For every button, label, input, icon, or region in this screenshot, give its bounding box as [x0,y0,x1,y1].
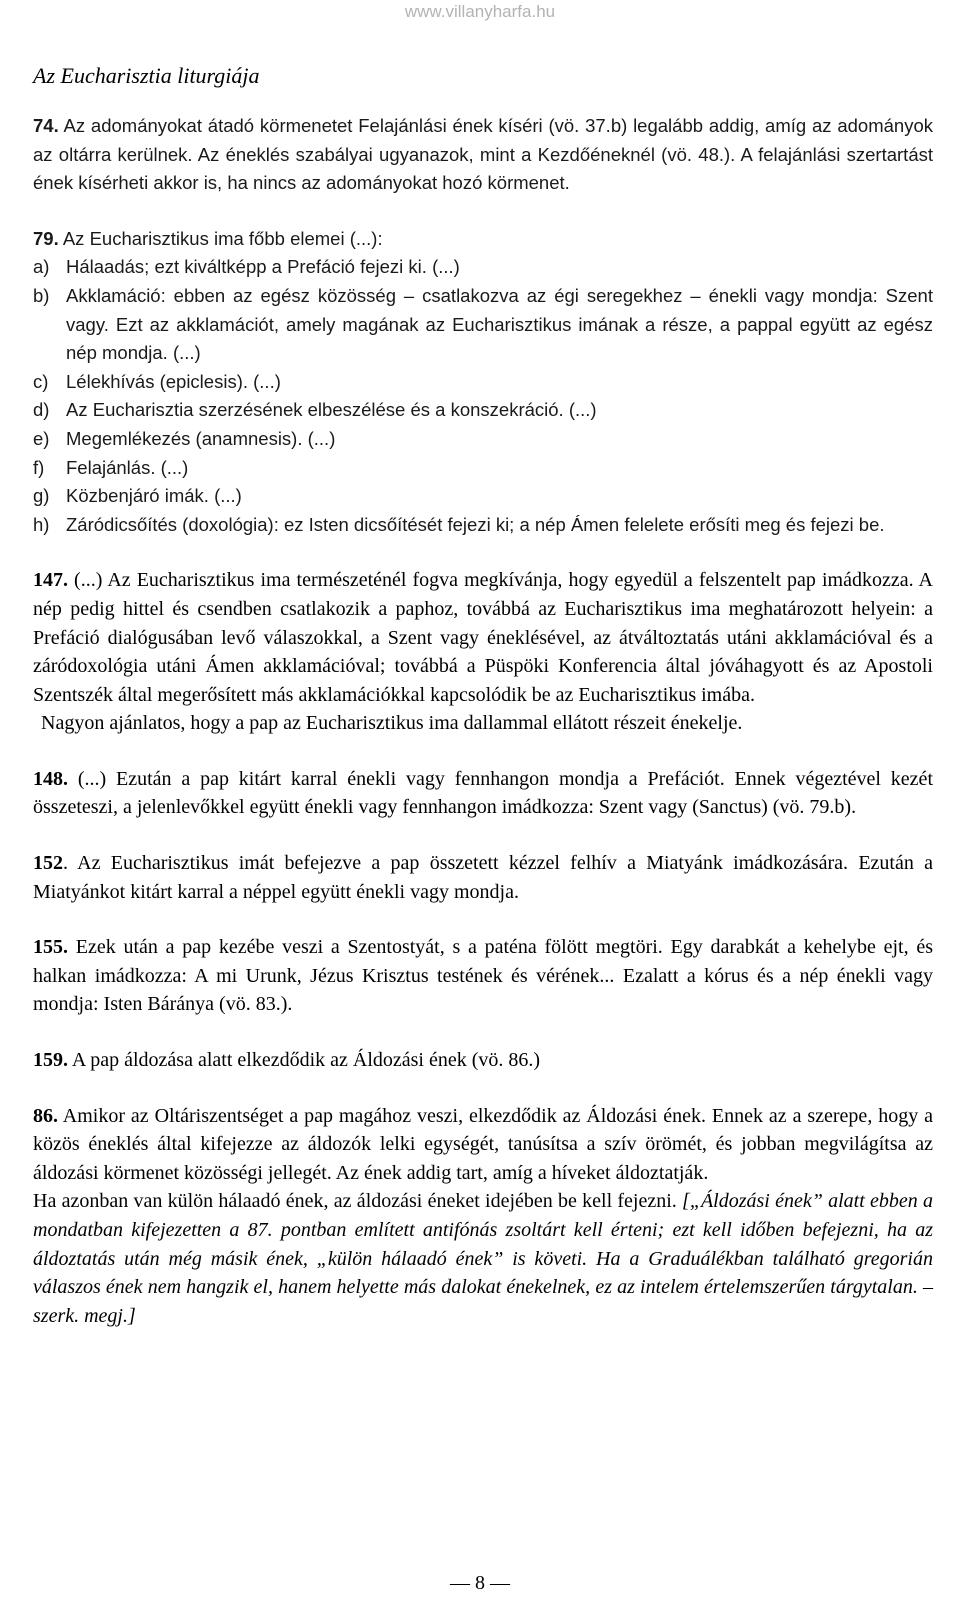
paragraph-number: 147. [33,569,68,592]
list-item: d) Az Eucharisztia szerzésének elbeszélése és a konszekráció. (...) [33,399,597,421]
paragraph-number: 155. [33,936,68,959]
paragraph-number: 74. [33,115,59,136]
paragraph-text: . Az Eucharisztikus imát befejezve a pap összetett kézzel felhív a Miatyánk imádkozására. Ezután a Miatyánkot kitárt karral a néppel együtt énekli vagy mondja. [33,852,933,903]
paragraph-text: Ezek után a pap kezébe veszi a Szentostyát, s a paténa fölött megtöri. Egy darabkát a kehelybe ejt, és halkan imádkozza: A mi Urunk, Jézus Krisztus testének és vérének... Ezalatt a kórus és a nép énekli vagy mondja: Isten Báránya (vö. 83.). [33,936,933,1016]
paragraph-86 [33,1102,933,1331]
paragraph-text: (...) Ezután a pap kitárt karral énekli vagy fennhangon mondja a Prefációt. Ennek végeztével kezét összeteszi, a jelenlevőkkel együtt énekli vagy fennhangon imádkozza: Szent vagy (Sanctus) (vö. 79.b). [33,767,933,819]
paragraph-text: Ha azonban van külön hálaadó ének, az áldozási éneket idejében be kell fejezni. [33,1190,683,1213]
paragraph-text: A pap áldozása alatt elkezdődik az Áldozási ének (vö. 86.) [68,1049,541,1072]
list-item: h) Záródicsőítés (doxológia): ez Isten dicsőítését fejezi ki; a nép Ámen felelete erősíti meg és fejezi be. [33,513,885,535]
paragraph-number: 152 [33,852,63,875]
paragraph-159 [33,1046,933,1075]
page-number: — 8 — [450,1572,510,1594]
paragraph-number: 148. [33,767,68,790]
paragraph-text: Nagyon ajánlatos, hogy a pap az Eucharisztikus ima dallammal ellátott részeit énekelje. [41,712,743,735]
paragraph-number: 159. [33,1049,68,1072]
section-title: Az Eucharisztia liturgiája [33,63,260,88]
list-item: a) Hálaadás; ezt kiváltképp a Prefáció fejezi ki. (...) [33,256,460,278]
paragraph-147 [33,566,933,738]
paragraph-74 [33,112,933,198]
paragraph-text: Amikor az Oltáriszentséget a pap magához veszi, elkezdődik az Áldozási ének. Ennek az a szerepe, hogy a közös éneklés által kifejezze az áldozók lelki egységét, tanúsítsa a szív örömét, és jobban megvilágítsa az áldozási körmenet közösségi jellegét. Az ének addig tart, amíg a híveket áldoztatják. [33,1104,933,1184]
paragraph-text: Az Eucharisztikus ima főbb elemei (...): [58,227,383,249]
paragraph-number: 79. [33,227,59,249]
paragraph-number: 86. [33,1104,58,1127]
editor-note: [„Áldozási ének” alatt ebben a mondatban kifejezetten a 87. pontban említett antifónás zsoltárt kell érteni; ezt kell időben befejezni, ha az áldoztatás után még másik ének, „külön hálaadó ének” is követi. Ha a Graduálékban található gregorián válaszos ének nem hangzik el, hanem helyette más dalokat énekelnek, ez az intelem értelemszerűen tárgytalan. – szerk. megj.] [33,1190,934,1327]
list-item: b) Akklamáció: ebben az egész közösség – csatlakozva az égi seregekhez – énekli vagy mondja: Szent vagy. Ezt az akklamációt, amely magának az Eucharisztikus imának a része, a pappal együtt az egész nép mondja. (...) [33,284,933,364]
paragraph-152 [33,849,933,906]
paragraph-text: (...) Az Eucharisztikus ima természeténél fogva megkívánja, hogy egyedül a felszentelt pap imádkozza. A nép pedig hittel és csendben csatlakozik a paphoz, továbbá az Eucharisztikus ima meghatározott helyein: a Prefáció dialógusában levő válaszokkal, a Szent vagy éneklésével, az átváltoztatás utáni akklamációval és a záródoxológia utáni Ámen akklamációval; továbbá a Püspöki Konferencia által jóváhagyott és az Apostoli Szentszék által megerősített más akklamációkkal kapcsolódik be az Eucharisztikus imába. [33,569,933,706]
list-item: g) Közbenjáró imák. (...) [33,485,242,507]
list-item: f) Felajánlás. (...) [33,456,189,478]
paragraph-148 [33,765,933,822]
element-list [33,253,933,539]
list-item: e) Megemlékezés (anamnesis). (...) [33,427,336,449]
paragraph-text: Az adományokat átadó körmenetet Felajánlási ének kíséri (vö. 37.b) legalább addig, amíg az adományok az oltárra kerülnek. Az éneklés szabályai ugyanazok, mint a Kezdőéneknél (vö. 48.). A felajánlási szertartást ének kísérheti akkor is, ha nincs az adományokat hozó körmenet. [33,115,933,194]
watermark: www.villanyharfa.hu [404,2,556,21]
paragraph-79 [33,225,933,540]
list-item: c) Lélekhívás (epiclesis). (...) [33,370,281,392]
paragraph-155 [33,933,933,1019]
document-page [33,62,933,1330]
